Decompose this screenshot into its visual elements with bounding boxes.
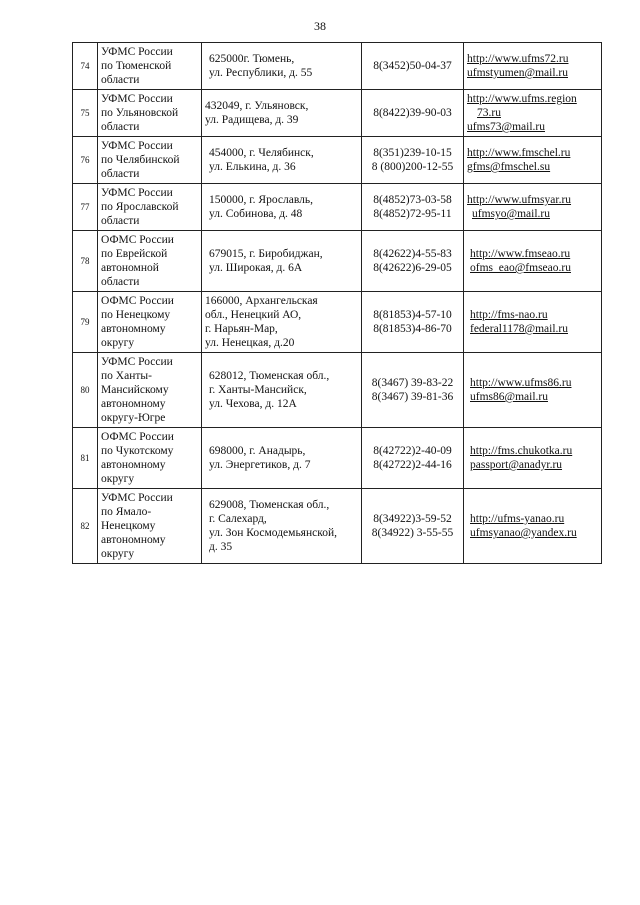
office-name-line: Мансийскому <box>101 384 169 396</box>
address-line: ул. Чехова, д. 12А <box>209 398 297 410</box>
phone-number: 8(42622)4-55-83 <box>373 248 452 260</box>
office-phones <box>362 292 464 353</box>
email-link[interactable]: ufms86@mail.ru <box>470 391 548 403</box>
office-name-line: автономному <box>101 459 166 471</box>
row-number: 75 <box>73 90 98 137</box>
office-name-line: Ненецкому <box>101 520 156 532</box>
office-name-line: области <box>101 74 140 86</box>
office-name-line: округу <box>101 337 135 349</box>
phone-number: 8(351)239-10-15 <box>373 147 452 159</box>
website-link-continued[interactable]: 73.ru <box>477 107 501 119</box>
office-name <box>98 43 202 90</box>
office-contacts <box>464 90 602 137</box>
page-number: 38 <box>314 19 326 33</box>
table-row <box>73 489 602 564</box>
office-name-line: по Чукотскому <box>101 445 174 457</box>
office-address <box>202 428 362 489</box>
office-phones <box>362 353 464 428</box>
office-phones <box>362 90 464 137</box>
office-name <box>98 428 202 489</box>
office-name-line: по Ульяновской <box>101 107 179 119</box>
office-name <box>98 231 202 292</box>
office-contacts <box>464 184 602 231</box>
address-line: г. Нарьян-Мар, <box>205 323 278 335</box>
office-name-line: ОФМС России <box>101 234 174 246</box>
website-link[interactable]: http://ufms-yanao.ru <box>470 513 565 525</box>
email-link[interactable]: federal1178@mail.ru <box>470 323 568 335</box>
office-name-line: области <box>101 121 140 133</box>
office-name-line: по Тюменской <box>101 60 172 72</box>
office-name-line: УФМС России <box>101 492 173 504</box>
fms-offices-table <box>72 42 602 564</box>
address-line: д. 35 <box>209 541 233 553</box>
row-number: 82 <box>73 489 98 564</box>
address-line: 628012, Тюменская обл., <box>209 370 330 382</box>
office-name-line: ОФМС России <box>101 431 174 443</box>
website-link[interactable]: http://www.ufmsyar.ru <box>467 194 572 206</box>
table-row <box>73 428 602 489</box>
address-line: 432049, г. Ульяновск, <box>205 100 309 112</box>
office-address <box>202 292 362 353</box>
office-name <box>98 353 202 428</box>
office-name <box>98 90 202 137</box>
website-link[interactable]: http://fms-nao.ru <box>470 309 548 321</box>
row-number: 80 <box>73 353 98 428</box>
phone-number: 8(34922)3-59-52 <box>373 513 452 525</box>
phone-number: 8(34922) 3-55-55 <box>371 527 454 539</box>
email-link[interactable]: ufmsyanao@yandex.ru <box>470 527 577 539</box>
address-line: ул. Елькина, д. 36 <box>209 161 296 173</box>
office-name-line: УФМС России <box>101 356 173 368</box>
office-name <box>98 184 202 231</box>
website-link[interactable]: http://www.ufms.region <box>467 93 577 105</box>
office-contacts <box>464 428 602 489</box>
email-link[interactable]: ufms73@mail.ru <box>467 121 545 133</box>
office-phones <box>362 184 464 231</box>
office-name-line: автономному <box>101 323 166 335</box>
office-contacts <box>464 489 602 564</box>
address-line: г. Ханты-Мансийск, <box>209 384 307 396</box>
office-name-line: автономному <box>101 534 166 546</box>
phone-number: 8 (800)200-12-55 <box>371 161 454 173</box>
office-address <box>202 43 362 90</box>
email-link[interactable]: ufmsyo@mail.ru <box>472 208 550 220</box>
office-name-line: области <box>101 168 140 180</box>
office-name-line: по Ямало- <box>101 506 152 518</box>
row-number: 77 <box>73 184 98 231</box>
office-address <box>202 137 362 184</box>
email-link[interactable]: ofms_eao@fmseao.ru <box>470 262 571 274</box>
address-line: ул. Собинова, д. 48 <box>209 208 303 220</box>
address-line: 166000, Архангельская <box>205 295 318 307</box>
address-line: 629008, Тюменская обл., <box>209 499 330 511</box>
website-link[interactable]: http://www.ufms72.ru <box>467 53 569 65</box>
office-address <box>202 353 362 428</box>
phone-number: 8(3452)50-04-37 <box>373 60 452 72</box>
address-line: 698000, г. Анадырь, <box>209 445 306 457</box>
office-phones <box>362 489 464 564</box>
phone-number: 8(3467) 39-83-22 <box>371 377 454 389</box>
phone-number: 8(42722)2-40-09 <box>373 445 452 457</box>
table-row <box>73 292 602 353</box>
office-phones <box>362 43 464 90</box>
website-link[interactable]: http://fms.chukotka.ru <box>470 445 573 457</box>
row-number: 81 <box>73 428 98 489</box>
office-contacts <box>464 292 602 353</box>
email-link[interactable]: ufmstyumen@mail.ru <box>467 67 568 79</box>
office-name-line: округу <box>101 473 135 485</box>
office-contacts <box>464 353 602 428</box>
office-phones <box>362 428 464 489</box>
address-line: ул. Широкая, д. 6А <box>209 262 303 274</box>
row-number: 78 <box>73 231 98 292</box>
address-line: обл., Ненецкий АО, <box>205 309 302 321</box>
address-line: 150000, г. Ярославль, <box>209 194 313 206</box>
phone-number: 8(42622)6-29-05 <box>373 262 452 274</box>
email-link[interactable]: passport@anadyr.ru <box>470 459 563 471</box>
website-link[interactable]: http://www.fmseao.ru <box>470 248 571 260</box>
address-line: ул. Энергетиков, д. 7 <box>209 459 311 471</box>
office-address <box>202 489 362 564</box>
office-name-line: по Ханты- <box>101 370 152 382</box>
office-name-line: автономной <box>101 262 159 274</box>
table-row <box>73 184 602 231</box>
office-name-line: УФМС России <box>101 140 173 152</box>
address-line: 625000г. Тюмень, <box>209 53 295 65</box>
office-name-line: УФМС России <box>101 93 173 105</box>
office-name-line: округу-Югре <box>101 412 166 424</box>
table-row <box>73 90 602 137</box>
office-name-line: по Еврейской <box>101 248 168 260</box>
office-address <box>202 231 362 292</box>
office-name <box>98 292 202 353</box>
address-line: ул. Ненецкая, д.20 <box>205 337 295 349</box>
office-name-line: области <box>101 215 140 227</box>
address-line: 679015, г. Биробиджан, <box>209 248 323 260</box>
email-link[interactable]: gfms@fmschel.su <box>467 161 551 173</box>
office-address <box>202 90 362 137</box>
website-link[interactable]: http://www.fmschel.ru <box>467 147 571 159</box>
office-contacts <box>464 231 602 292</box>
office-name-line: округу <box>101 548 135 560</box>
office-name <box>98 137 202 184</box>
office-name-line: области <box>101 276 140 288</box>
phone-number: 8(4852)72-95-11 <box>373 208 452 220</box>
office-name-line: по Челябинской <box>101 154 180 166</box>
row-number: 79 <box>73 292 98 353</box>
office-contacts <box>464 43 602 90</box>
row-number: 74 <box>73 43 98 90</box>
office-contacts <box>464 137 602 184</box>
phone-number: 8(42722)2-44-16 <box>373 459 452 471</box>
office-name-line: автономному <box>101 398 166 410</box>
website-link[interactable]: http://www.ufms86.ru <box>470 377 572 389</box>
office-phones <box>362 137 464 184</box>
address-line: ул. Радищева, д. 39 <box>205 114 299 126</box>
table-row <box>73 137 602 184</box>
office-address <box>202 184 362 231</box>
office-name-line: по Ярославской <box>101 201 179 213</box>
address-line: ул. Зон Космодемьянской, <box>209 527 338 539</box>
phone-number: 8(81853)4-86-70 <box>373 323 452 335</box>
address-line: г. Салехард, <box>209 513 267 525</box>
phone-number: 8(81853)4-57-10 <box>373 309 452 321</box>
office-name-line: УФМС России <box>101 46 173 58</box>
address-line: ул. Республики, д. 55 <box>209 67 313 79</box>
phone-number: 8(3467) 39-81-36 <box>371 391 454 403</box>
phone-number: 8(4852)73-03-58 <box>373 194 452 206</box>
office-phones <box>362 231 464 292</box>
office-name-line: ОФМС России <box>101 295 174 307</box>
address-line: 454000, г. Челябинск, <box>209 147 314 159</box>
phone-number: 8(8422)39-90-03 <box>373 107 452 119</box>
office-name-line: УФМС России <box>101 187 173 199</box>
office-name <box>98 489 202 564</box>
table-row <box>73 231 602 292</box>
table-row <box>73 353 602 428</box>
table-row <box>73 43 602 90</box>
row-number: 76 <box>73 137 98 184</box>
office-name-line: по Ненецкому <box>101 309 171 321</box>
